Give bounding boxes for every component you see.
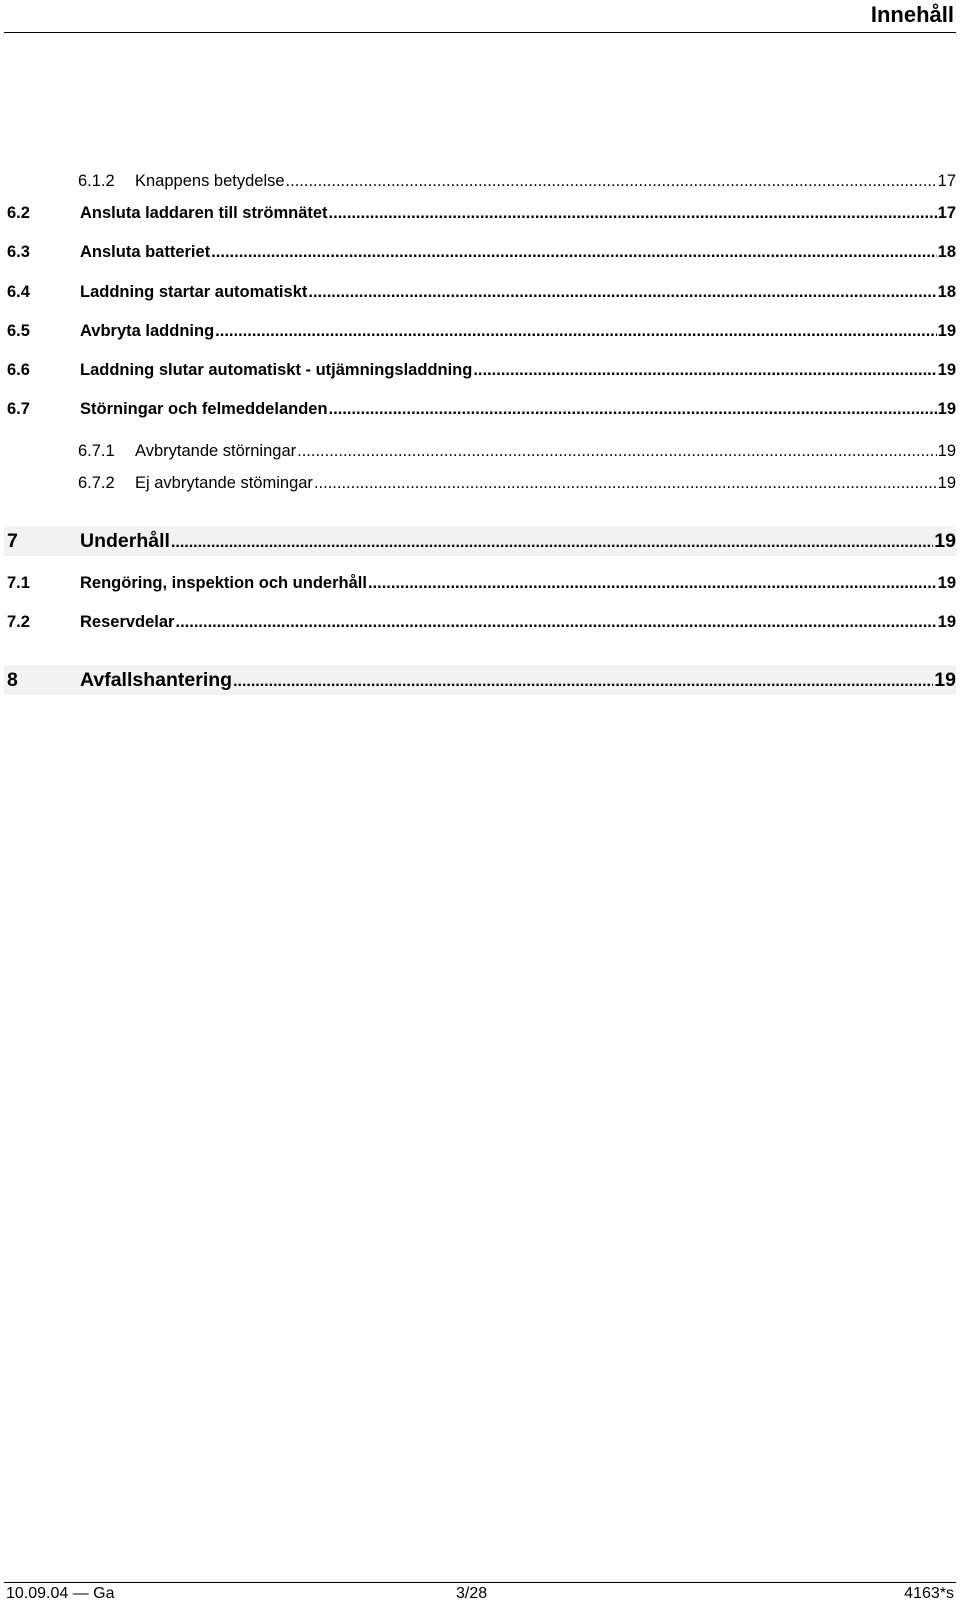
toc-entry-page: 19: [937, 442, 956, 460]
toc-entry-title: Rengöring, inspektion och underhåll: [80, 574, 367, 592]
toc-entry-title: Avbrytande störningar: [135, 442, 297, 460]
toc-entry[interactable]: [4, 572, 956, 594]
toc-entry[interactable]: [4, 665, 956, 695]
toc-entry-page: 19: [937, 574, 956, 592]
toc-entry-title: Knappens betydelse: [135, 172, 285, 190]
toc-entry-number: 6.1.2: [78, 172, 115, 190]
toc-entry-number: 6.4: [7, 283, 30, 301]
toc-entry-title: Ansluta laddaren till strömnätet: [80, 204, 328, 222]
toc-entry-page: 19: [937, 322, 956, 340]
toc-entry-title: Störningar och felmeddelanden: [80, 400, 328, 418]
toc-entry-page: 17: [937, 204, 956, 222]
toc-entry-title: Underhåll: [80, 530, 170, 552]
toc-entry-number: 7.1: [7, 574, 30, 592]
toc-entry-page: 19: [934, 530, 956, 552]
dot-leader: [314, 472, 937, 494]
footer-document-code: 4163*s: [904, 1585, 954, 1602]
dot-leader: [286, 170, 937, 192]
toc-entry[interactable]: [4, 440, 956, 462]
toc-entry-page: 19: [934, 669, 956, 691]
toc-entry-number: 7: [7, 530, 18, 552]
footer-date-author: 10.09.04 — Ga: [6, 1585, 115, 1602]
toc-entry[interactable]: [4, 611, 956, 633]
toc-entry-number: 8: [7, 669, 18, 691]
toc-entry-number: 6.7.1: [78, 442, 115, 460]
dot-leader: [329, 202, 937, 224]
toc-entry-number: 6.6: [7, 361, 30, 379]
toc-entry-page: 17: [937, 172, 956, 190]
dot-leader: [473, 359, 936, 381]
dot-leader: [171, 528, 933, 556]
toc-entry-page: 18: [937, 243, 956, 261]
toc-entry-page: 19: [937, 361, 956, 379]
toc-entry-number: 7.2: [7, 613, 30, 631]
toc-entry[interactable]: [4, 526, 956, 556]
dot-leader: [329, 398, 937, 420]
dot-leader: [211, 241, 936, 263]
toc-entry-title: Laddning startar automatiskt: [80, 283, 308, 301]
toc-entry[interactable]: [4, 170, 956, 192]
toc-entry[interactable]: [4, 281, 956, 303]
toc-entry-title: Avbryta laddning: [80, 322, 215, 340]
page-title: Innehåll: [870, 2, 954, 27]
toc-entry-title: Reservdelar: [80, 613, 175, 631]
dot-leader: [308, 281, 936, 303]
page-footer: [4, 1582, 956, 1605]
dot-leader: [297, 440, 937, 462]
toc-entry[interactable]: [4, 241, 956, 263]
toc-entry[interactable]: [4, 202, 956, 224]
toc-entry-page: 18: [937, 283, 956, 301]
toc-entry-title: Ansluta batteriet: [80, 243, 211, 261]
toc-entry-page: 19: [937, 474, 956, 492]
toc-entry[interactable]: [4, 398, 956, 420]
dot-leader: [368, 572, 937, 594]
dot-leader: [233, 667, 933, 695]
toc-entry-number: 6.7: [7, 400, 30, 418]
toc-entry[interactable]: [4, 359, 956, 381]
toc-entry-title: Laddning slutar automatiskt - utjämningsladdning: [80, 361, 473, 379]
dot-leader: [215, 320, 936, 342]
page-header: [4, 0, 956, 33]
toc-entry-number: 6.2: [7, 204, 30, 222]
toc-entry-number: 6.5: [7, 322, 30, 340]
toc-entry-title: Ej avbrytande stömingar: [135, 474, 313, 492]
toc-entry-number: 6.7.2: [78, 474, 115, 492]
dot-leader: [175, 611, 936, 633]
toc-entry[interactable]: [4, 472, 956, 494]
toc-entry[interactable]: [4, 320, 956, 342]
toc-entry-page: 19: [937, 400, 956, 418]
toc-entry-title: Avfallshantering: [80, 669, 233, 691]
toc-entry-page: 19: [937, 613, 956, 631]
toc-entry-number: 6.3: [7, 243, 30, 261]
footer-page-number: 3/28: [456, 1585, 488, 1602]
